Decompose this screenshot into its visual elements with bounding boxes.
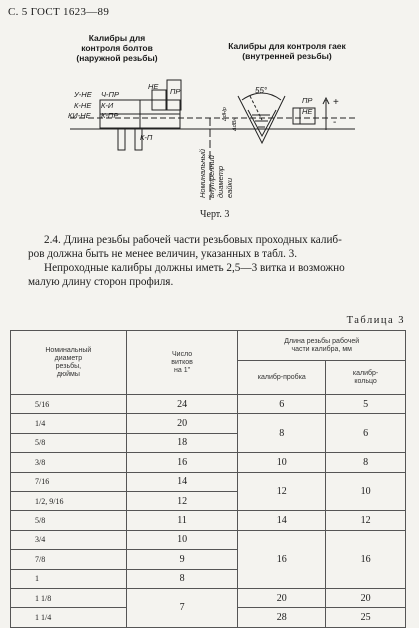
para2-line1: Непроходные калибры должны иметь 2,5—3 витка и возможно [44,262,345,274]
label-pr-right: ПР [302,96,313,105]
ring-cell: 25 [326,608,406,627]
ring-cell: 20 [326,588,406,607]
nominal-cell: 5/8 [11,433,127,452]
header-threads: Число витков на 1" [126,331,238,395]
plug-cell: 28 [238,608,326,627]
header-length: Длина резьбы рабочей части калибра, мм [238,331,406,361]
vertical-annotation: Номинальный внутренний диаметр еайки [198,148,234,198]
label-k-ne: К-НЕ [74,101,92,110]
ring-cell: 6 [326,414,406,453]
ring-cell: 8 [326,453,406,472]
threads-cell: 12 [126,491,238,510]
label-ne-right: НЕ [302,107,313,116]
label-tol-2: ΔdBн [232,117,238,131]
plug-cell: 20 [238,588,326,607]
threads-cell: 14 [126,472,238,491]
label-k-i: К-И [101,101,114,110]
label-angle: 55° [255,86,268,95]
left-title: Калибры для контроля болтов (наружной резьбы) [76,33,158,63]
para1-line2: ров должна быть не менее величин, указанных в табл. 3. [28,248,298,260]
header-plug: калибр-пробка [238,361,326,395]
label-minus: - [333,117,337,128]
nominal-cell: 1/4 [11,414,127,433]
para1-line1: 2.4. Длина резьбы рабочей части резьбовых проходных калиб- [44,234,342,246]
gauge-leg-1 [118,129,125,150]
label-pr-small: ПР [170,87,181,96]
plug-cell: 8 [238,414,326,453]
plug-cell: 14 [238,511,326,530]
nominal-cell: 5/16 [11,395,127,414]
nominal-cell: 7/16 [11,472,127,491]
nominal-cell: 5/8 [11,511,127,530]
table-title: Таблица 3 [346,315,405,326]
label-ch-pr: Ч-ПР [101,90,119,99]
threads-cell: 10 [126,530,238,549]
para2-line2: малую длину сторон профиля. [28,276,174,288]
plug-cell: 10 [238,453,326,472]
threads-cell: 18 [126,433,238,452]
ring-cell: 16 [326,530,406,588]
threads-cell: 16 [126,453,238,472]
figure-caption: Черт. 3 [200,209,230,220]
header-nominal: Номинальный диаметр резьбы, дюймы [11,331,127,395]
nominal-cell: 1 [11,569,127,588]
threads-cell: 11 [126,511,238,530]
nominal-cell: 1 1/8 [11,588,127,607]
plug-cell: 12 [238,472,326,511]
nominal-cell: 1/2, 9/16 [11,491,127,510]
label-u-ne: У-НЕ [74,90,92,99]
header-ring: калибр- кольцо [326,361,406,395]
label-ki-ne: КИ-НЕ [68,111,91,120]
nominal-cell: 7/8 [11,550,127,569]
nominal-cell: 3/4 [11,530,127,549]
label-plus: + [333,97,339,108]
label-tol-1: ΔdHр [222,107,228,121]
label-k-p: К-П [140,133,153,142]
nominal-cell: 1 1/4 [11,608,127,627]
ring-cell: 5 [326,395,406,414]
nominal-cell: 3/8 [11,453,127,472]
ring-cell: 10 [326,472,406,511]
right-title: Калибры для контроля гаек (внутренней резьбы) [228,41,346,61]
label-k-pr: К-ПР [101,111,119,120]
threads-cell: 8 [126,569,238,588]
thread-length-table [10,330,406,628]
plug-cell: 6 [238,395,326,414]
ring-cell: 12 [326,511,406,530]
threads-cell: 9 [126,550,238,569]
threads-cell: 7 [126,588,238,627]
page-header: С. 5 ГОСТ 1623—89 [8,6,110,18]
label-ne-small: НЕ [148,82,159,91]
threads-cell: 20 [126,414,238,433]
threads-cell: 24 [126,395,238,414]
plug-cell: 16 [238,530,326,588]
